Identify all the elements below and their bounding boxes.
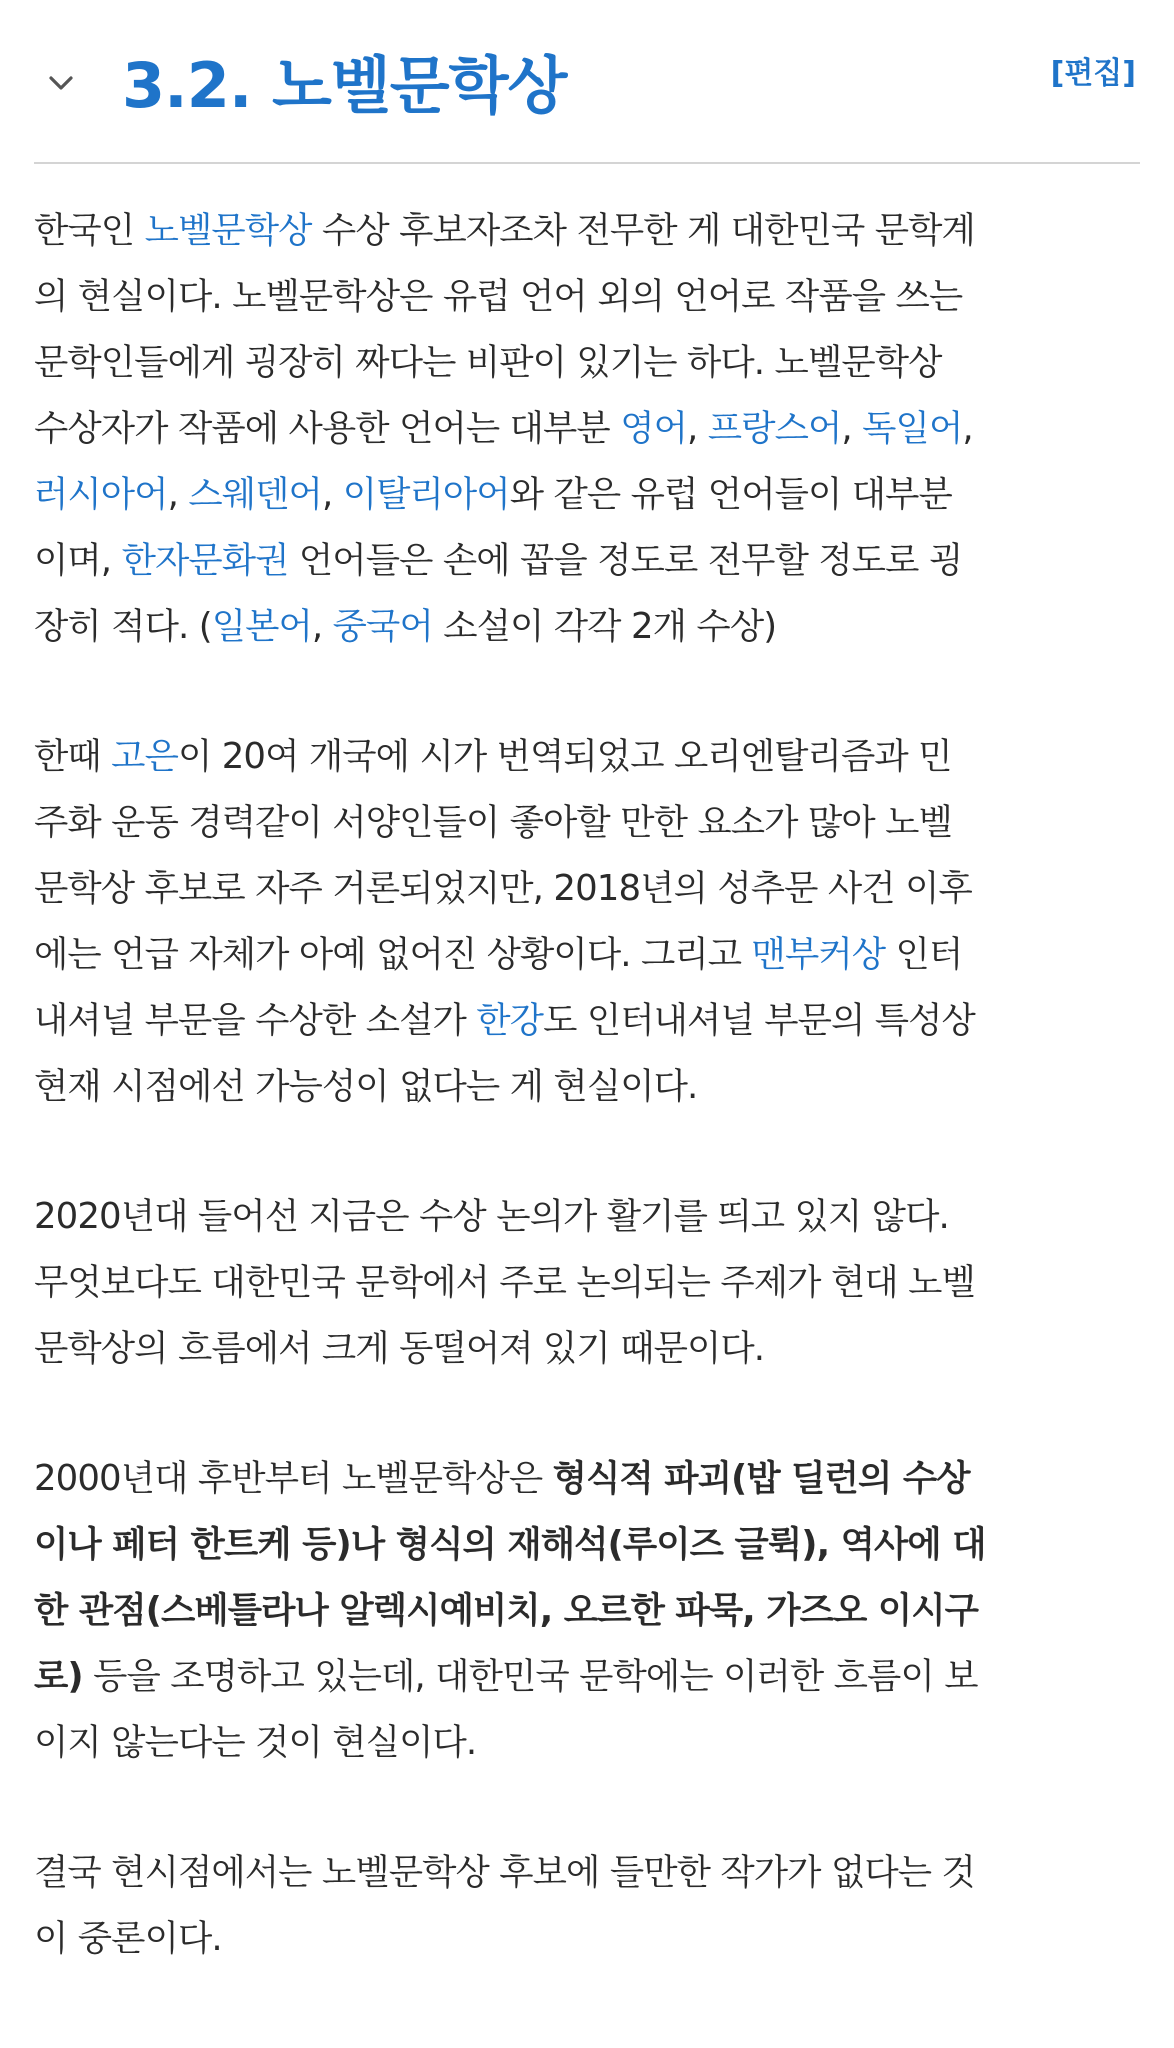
section-heading[interactable] bbox=[122, 44, 566, 128]
text-span: 수상 후보자조차 전무한 게 대한민국 문학계 bbox=[311, 210, 975, 251]
link-booker-prize[interactable]: 맨부커상 bbox=[751, 934, 886, 975]
text-span: 장히 적다. ( bbox=[34, 606, 212, 647]
edit-section-link[interactable]: [편집] bbox=[1050, 56, 1136, 91]
paragraph-1 bbox=[34, 198, 1140, 660]
text-span: 결국 현시점에서는 노벨문학상 후보에 들만한 작가가 없다는 것 bbox=[34, 1852, 975, 1893]
link-french[interactable]: 프랑스어 bbox=[707, 408, 842, 449]
text-span: 한국인 bbox=[34, 210, 145, 251]
link-japanese[interactable]: 일본어 bbox=[211, 606, 312, 647]
text-span: 2000년대 후반부터 노벨문학상은 bbox=[34, 1458, 553, 1499]
text-span: 언어들은 손에 꼽을 정도로 전무할 정도로 굉 bbox=[288, 540, 963, 581]
text-span: , bbox=[311, 606, 333, 647]
text-span: 현재 시점에선 가능성이 없다는 게 현실이다. bbox=[34, 1066, 698, 1107]
text-line bbox=[34, 1446, 1140, 1512]
section-number: 3.2. bbox=[122, 49, 252, 122]
text-span: 문학상 후보로 자주 거론되었지만, 2018년의 성추문 사건 이후 bbox=[34, 868, 972, 909]
text-line bbox=[34, 988, 1140, 1054]
link-english[interactable]: 영어 bbox=[620, 408, 688, 449]
text-line bbox=[34, 1644, 1140, 1710]
text-span: 주화 운동 경력같이 서양인들이 좋아할 만한 요소가 많아 노벨 bbox=[34, 802, 952, 843]
link-nobel-prize[interactable]: 노벨문학상 bbox=[144, 210, 312, 251]
text-line bbox=[34, 330, 1140, 396]
text-span: 이며, bbox=[34, 540, 122, 581]
text-span: 등을 조명하고 있는데, 대한민국 문학에는 이러한 흐름이 보 bbox=[82, 1656, 978, 1697]
section-header bbox=[34, 0, 1140, 164]
link-chinese[interactable]: 중국어 bbox=[332, 606, 433, 647]
text-span: 이지 않는다는 것이 현실이다. bbox=[34, 1722, 477, 1763]
text-span: 도 인터내셔널 부문의 특성상 bbox=[543, 1000, 975, 1041]
text-line bbox=[34, 528, 1140, 594]
chevron-down-icon[interactable] bbox=[48, 70, 74, 96]
text-span: 소설이 각각 2개 수상) bbox=[432, 606, 777, 647]
text-span: 이 20여 개국에 시가 번역되었고 오리엔탈리즘과 민 bbox=[177, 736, 952, 777]
text-span: 무엇보다도 대한민국 문학에서 주로 논의되는 주제가 현대 노벨 bbox=[34, 1262, 975, 1303]
link-italian[interactable]: 이탈리아어 bbox=[342, 474, 510, 515]
bold-text: 한 관점(스베틀라나 알렉시예비치, 오르한 파묵, 가즈오 이시구 bbox=[34, 1590, 979, 1631]
text-line bbox=[34, 396, 1140, 462]
text-line bbox=[34, 1512, 1140, 1578]
text-line bbox=[34, 198, 1140, 264]
text-span: , bbox=[962, 408, 973, 449]
text-span: 수상자가 작품에 사용한 언어는 대부분 bbox=[34, 408, 621, 449]
bold-text: 로) bbox=[34, 1656, 83, 1697]
text-line bbox=[34, 922, 1140, 988]
text-span: , bbox=[687, 408, 708, 449]
text-span: 이 중론이다. bbox=[34, 1918, 222, 1959]
text-line bbox=[34, 1054, 1140, 1120]
link-german[interactable]: 독일어 bbox=[862, 408, 963, 449]
link-han-kang[interactable]: 한강 bbox=[476, 1000, 544, 1041]
bold-text: 이나 페터 한트케 등)나 형식의 재해석(루이즈 글뤽), 역사에 대 bbox=[34, 1524, 986, 1565]
text-line bbox=[34, 1840, 1140, 1906]
text-span: 문학인들에게 굉장히 짜다는 비판이 있기는 하다. 노벨문학상 bbox=[34, 342, 942, 383]
link-russian[interactable]: 러시아어 bbox=[34, 474, 168, 515]
text-span: 에는 언급 자체가 아예 없어진 상황이다. 그리고 bbox=[34, 934, 752, 975]
paragraph-5 bbox=[34, 1840, 1140, 1972]
text-span: 의 현실이다. 노벨문학상은 유럽 언어 외의 언어로 작품을 쓰는 bbox=[34, 276, 963, 317]
text-span: 와 같은 유럽 언어들이 대부분 bbox=[509, 474, 952, 515]
text-span: 인터 bbox=[885, 934, 963, 975]
paragraph-3 bbox=[34, 1184, 1140, 1382]
paragraph-2 bbox=[34, 724, 1140, 1120]
text-line bbox=[34, 1906, 1140, 1972]
section-content bbox=[34, 164, 1140, 1972]
text-line bbox=[34, 790, 1140, 856]
text-line bbox=[34, 594, 1140, 660]
paragraph-4 bbox=[34, 1446, 1140, 1776]
text-line bbox=[34, 1316, 1140, 1382]
text-line bbox=[34, 856, 1140, 922]
text-line bbox=[34, 264, 1140, 330]
section-title-text: 노벨문학상 bbox=[271, 49, 567, 122]
text-span: , bbox=[167, 474, 189, 515]
text-line bbox=[34, 1250, 1140, 1316]
text-line bbox=[34, 462, 1140, 528]
text-span: 한때 bbox=[34, 736, 112, 777]
text-line bbox=[34, 1184, 1140, 1250]
link-swedish[interactable]: 스웨덴어 bbox=[188, 474, 322, 515]
text-line bbox=[34, 1578, 1140, 1644]
link-go-eun[interactable]: 고은 bbox=[111, 736, 178, 777]
text-span: , bbox=[841, 408, 863, 449]
text-span: 문학상의 흐름에서 크게 동떨어져 있기 때문이다. bbox=[34, 1328, 765, 1369]
text-span: , bbox=[321, 474, 343, 515]
text-span: 2020년대 들어선 지금은 수상 논의가 활기를 띄고 있지 않다. bbox=[34, 1196, 949, 1237]
text-span: 내셔널 부문을 수상한 소설가 bbox=[34, 1000, 477, 1041]
text-line bbox=[34, 724, 1140, 790]
text-line bbox=[34, 1710, 1140, 1776]
bold-text: 형식적 파괴(밥 딜런의 수상 bbox=[552, 1458, 970, 1499]
link-hanja-culture[interactable]: 한자문화권 bbox=[121, 540, 289, 581]
